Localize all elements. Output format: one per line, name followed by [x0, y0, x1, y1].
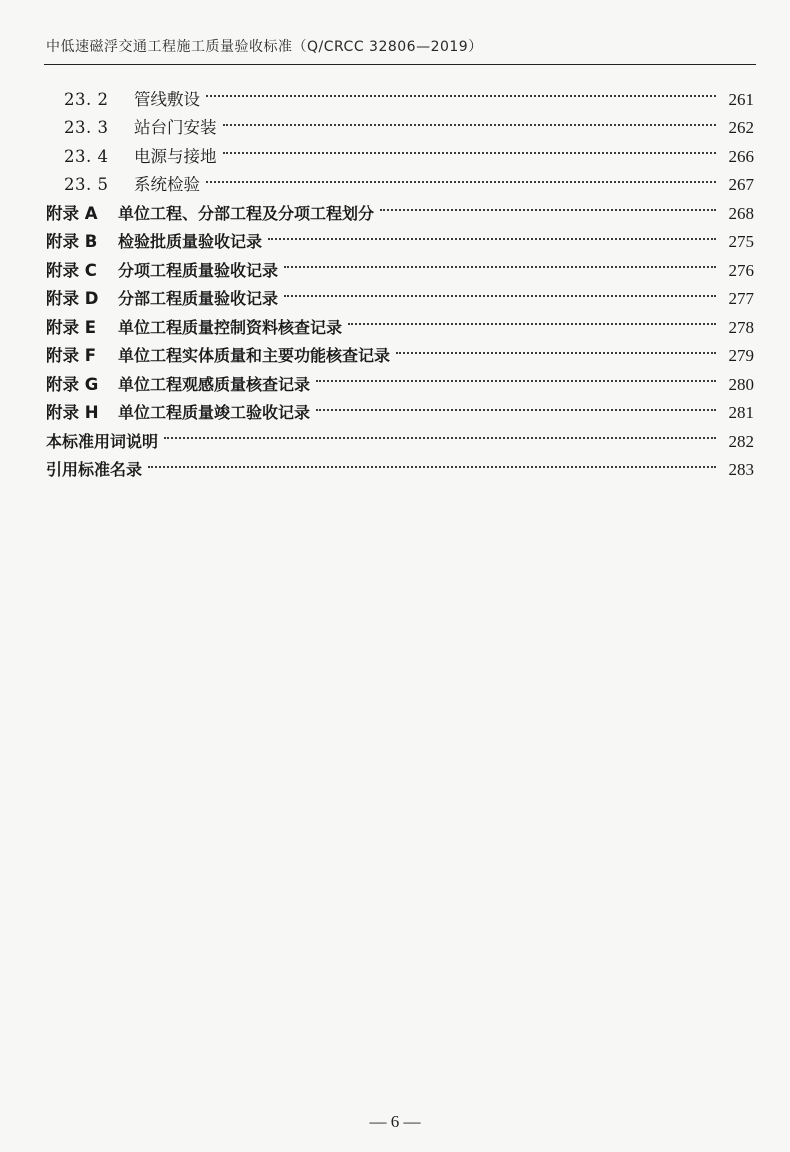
toc-entry-number: 附录 A	[46, 203, 98, 223]
toc-entry-number: 附录 C	[46, 260, 97, 280]
page-number: — 6 —	[369, 1112, 421, 1131]
toc-entry-page: 276	[728, 260, 754, 280]
dot-leader	[266, 219, 720, 248]
toc-entry-page: 282	[728, 431, 754, 451]
toc-entry-page: 261	[728, 89, 754, 109]
toc-entry-page: 281	[728, 403, 754, 422]
dot-leader	[314, 361, 720, 390]
header-rule	[44, 64, 756, 65]
toc-entry-page: 267	[728, 175, 754, 194]
toc-entry-title: 本标准用词说明	[46, 431, 159, 451]
toc-entry-title: 电源与接地	[134, 146, 217, 166]
toc-entry-number: 附录 F	[46, 346, 97, 365]
toc-entry-title: 单位工程质量竣工验收记录	[118, 403, 311, 422]
dot-leader	[282, 247, 720, 276]
toc-entry-number: 23. 4	[64, 146, 109, 166]
toc-entry-number: 附录 B	[46, 232, 98, 251]
toc-entry-title: 单位工程、分部工程及分项工程划分	[118, 203, 375, 223]
dot-leader	[282, 276, 720, 305]
toc-entry-number: 附录 G	[46, 374, 99, 394]
dot-leader	[204, 162, 720, 191]
toc-entry-title: 系统检验	[134, 175, 200, 194]
toc-entry-number: 附录 H	[46, 403, 99, 422]
dot-leader	[394, 333, 720, 362]
dot-leader	[221, 105, 721, 134]
dot-leader	[146, 447, 720, 476]
toc-entry-title: 分部工程质量验收记录	[118, 289, 279, 308]
toc-entry-page: 266	[728, 146, 754, 166]
toc-entry-title: 管线敷设	[134, 89, 200, 109]
toc-entry[interactable]	[46, 76, 754, 109]
toc-entry-page: 268	[728, 203, 754, 223]
toc-entry-title: 单位工程观感质量核查记录	[118, 374, 311, 394]
toc-entry-number: 23. 5	[64, 175, 109, 194]
running-header: 中低速磁浮交通工程施工质量验收标准（Q/CRCC 32806—2019）	[46, 39, 483, 55]
dot-leader	[314, 390, 720, 419]
toc-entry-page: 277	[728, 289, 754, 308]
toc-entry-page: 279	[728, 346, 754, 365]
dot-leader	[221, 133, 721, 162]
dot-leader	[204, 76, 720, 105]
toc-entry[interactable]	[46, 447, 754, 479]
dot-leader	[162, 418, 720, 447]
toc-entry-number: 附录 E	[46, 317, 97, 337]
toc-entry-title: 检验批质量验收记录	[118, 232, 263, 251]
toc-entry-number: 23. 2	[64, 89, 109, 109]
toc-entry-number: 附录 D	[46, 289, 99, 308]
toc-entry-page: 283	[728, 460, 754, 479]
toc-entry-title: 单位工程实体质量和主要功能核查记录	[118, 346, 391, 365]
toc-entry-number: 23. 3	[64, 118, 109, 137]
table-of-contents	[46, 76, 754, 479]
toc-entry-page: 278	[728, 317, 754, 337]
dot-leader	[346, 304, 720, 333]
toc-entry-page: 262	[728, 118, 754, 137]
toc-entry-title: 站台门安装	[134, 118, 217, 137]
toc-entry-page: 275	[728, 232, 754, 251]
toc-entry-title: 分项工程质量验收记录	[118, 260, 279, 280]
toc-entry-title: 引用标准名录	[46, 460, 143, 479]
dot-leader	[378, 190, 720, 219]
toc-entry-title: 单位工程质量控制资料核查记录	[118, 317, 343, 337]
toc-entry-page: 280	[728, 374, 754, 394]
